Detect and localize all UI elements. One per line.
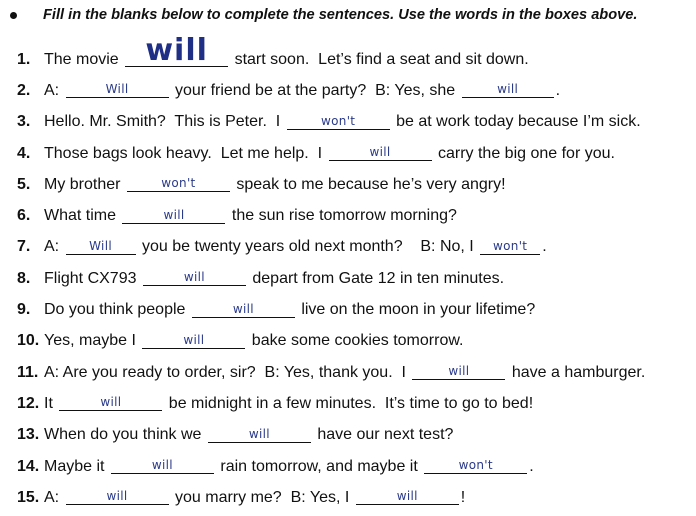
item-number: 5. (17, 175, 31, 193)
sentence-text: Maybe it (44, 457, 109, 475)
sentence-text: live on the moon in your lifetime? (296, 301, 536, 319)
sentence-text: My brother (44, 175, 125, 193)
sentence-item (0, 357, 696, 388)
answer-blank[interactable] (66, 236, 136, 255)
answer-blank[interactable] (122, 205, 225, 224)
sentence-text: It (44, 394, 58, 412)
handwritten-answer: will (248, 426, 270, 441)
sentence-text: your friend be at the party? B: Yes, she (170, 81, 460, 99)
item-number: 10. (17, 332, 40, 350)
answer-blank[interactable] (287, 111, 390, 130)
handwritten-answer: will (151, 458, 173, 472)
handwritten-answer: will (145, 33, 208, 69)
sentence-item (0, 232, 696, 263)
item-number: 6. (17, 207, 31, 225)
answer-blank[interactable] (356, 486, 459, 505)
sentence-text: Do you think people (44, 301, 190, 319)
sentence-text: be midnight in a few minutes. It’s time to go to bed! (164, 394, 534, 412)
answer-blank[interactable] (125, 33, 228, 69)
sentence-text: depart from Gate 12 in ten minutes. (247, 269, 505, 287)
item-number: 3. (17, 113, 31, 131)
sentence-text: What time (44, 207, 121, 225)
answer-blank[interactable] (66, 79, 169, 98)
handwritten-answer: will (100, 395, 122, 410)
sentence-item (0, 169, 696, 200)
sentence-text: . (542, 238, 547, 256)
handwritten-answer: will (232, 301, 254, 316)
sentence-text: . (555, 81, 561, 99)
sentence-text: Yes, maybe I (44, 332, 141, 350)
sentence-text: start soon. Let’s find a seat and sit down. (230, 50, 529, 68)
handwritten-answer: will (396, 489, 418, 504)
item-number: 15. (17, 488, 40, 506)
answer-blank[interactable] (66, 486, 169, 505)
handwritten-answer: will (497, 82, 519, 97)
item-number: 13. (17, 426, 40, 444)
answer-blank[interactable] (424, 455, 527, 474)
item-number: 14. (17, 457, 40, 475)
instructions-row (8, 4, 637, 26)
sentence-text: ! (460, 488, 466, 506)
sentence-text: A: (44, 81, 64, 99)
answer-blank[interactable] (480, 236, 540, 255)
sentence-item (0, 200, 696, 231)
answer-blank[interactable] (412, 361, 505, 380)
sentence-item (0, 388, 696, 419)
sentence-item (0, 33, 696, 75)
handwritten-answer: will (183, 270, 205, 285)
sentence-text: A: Are you ready to order, sir? B: Yes, thank you. I (44, 363, 411, 381)
handwritten-answer: won't (321, 113, 356, 128)
sentence-text: When do you think we (44, 426, 206, 444)
sentence-text: Those bags look heavy. Let me help. I (44, 144, 327, 162)
sentence-text: carry the big one for you. (433, 144, 615, 162)
sentence-text: have a hamburger. (507, 363, 646, 381)
sentence-text: you be twenty years old next month? B: No, I (137, 238, 479, 256)
item-number: 8. (17, 269, 31, 287)
sentence-text: bake some cookies tomorrow. (247, 332, 464, 350)
answer-blank[interactable] (192, 299, 295, 318)
sentence-text: you marry me? B: Yes, I (170, 488, 354, 506)
handwritten-answer: will (369, 145, 391, 160)
answer-blank[interactable] (142, 330, 245, 349)
handwritten-answer: won't (161, 176, 196, 191)
sentence-item (0, 107, 696, 138)
item-number: 2. (17, 81, 31, 99)
answer-blank[interactable] (111, 455, 214, 474)
handwritten-answer: will (448, 364, 470, 379)
handwritten-answer: won't (493, 238, 528, 253)
answer-blank[interactable] (59, 392, 162, 411)
sentence-item (0, 451, 696, 482)
sentence-text: the sun rise tomorrow morning? (227, 207, 457, 225)
sentence-item (0, 263, 696, 294)
answer-blank[interactable] (462, 79, 554, 98)
item-number: 9. (17, 301, 31, 319)
sentence-text: . (529, 457, 534, 475)
sentence-text: Flight CX793 (44, 269, 141, 287)
handwritten-answer: Will (89, 238, 112, 253)
sentence-item (0, 482, 696, 513)
sentence-text: have our next test? (312, 426, 454, 444)
sentence-item (0, 138, 696, 169)
sentence-text: A: (44, 488, 64, 506)
sentence-text: Hello. Mr. Smith? This is Peter. I (44, 113, 285, 131)
answer-blank[interactable] (143, 267, 246, 286)
sentence-item (0, 326, 696, 357)
handwritten-answer: will (106, 489, 128, 504)
item-number: 7. (17, 238, 31, 256)
item-number: 1. (17, 50, 31, 68)
handwritten-answer: will (163, 207, 185, 222)
item-number: 12. (17, 394, 40, 412)
instruction-text: Fill in the blanks below to complete the sentences. Use the words in the boxes above. (43, 7, 638, 23)
item-number: 4. (17, 144, 31, 162)
sentence-list (0, 33, 696, 513)
sentence-item (0, 75, 696, 106)
bullet-icon (10, 12, 17, 19)
sentence-text: speak to me because he’s very angry! (231, 175, 506, 193)
sentence-text: be at work today because I’m sick. (391, 113, 641, 131)
handwritten-answer: Will (105, 82, 129, 97)
sentence-text: A: (44, 238, 64, 256)
sentence-text: rain tomorrow, and maybe it (215, 457, 423, 475)
answer-blank[interactable] (127, 173, 230, 192)
item-number: 11. (17, 363, 39, 381)
sentence-item (0, 294, 696, 325)
sentence-text: The movie (44, 50, 124, 68)
sentence-item (0, 420, 696, 451)
handwritten-answer: won't (458, 458, 493, 472)
answer-blank[interactable] (208, 424, 311, 443)
handwritten-answer: will (183, 332, 205, 347)
answer-blank[interactable] (329, 142, 432, 161)
